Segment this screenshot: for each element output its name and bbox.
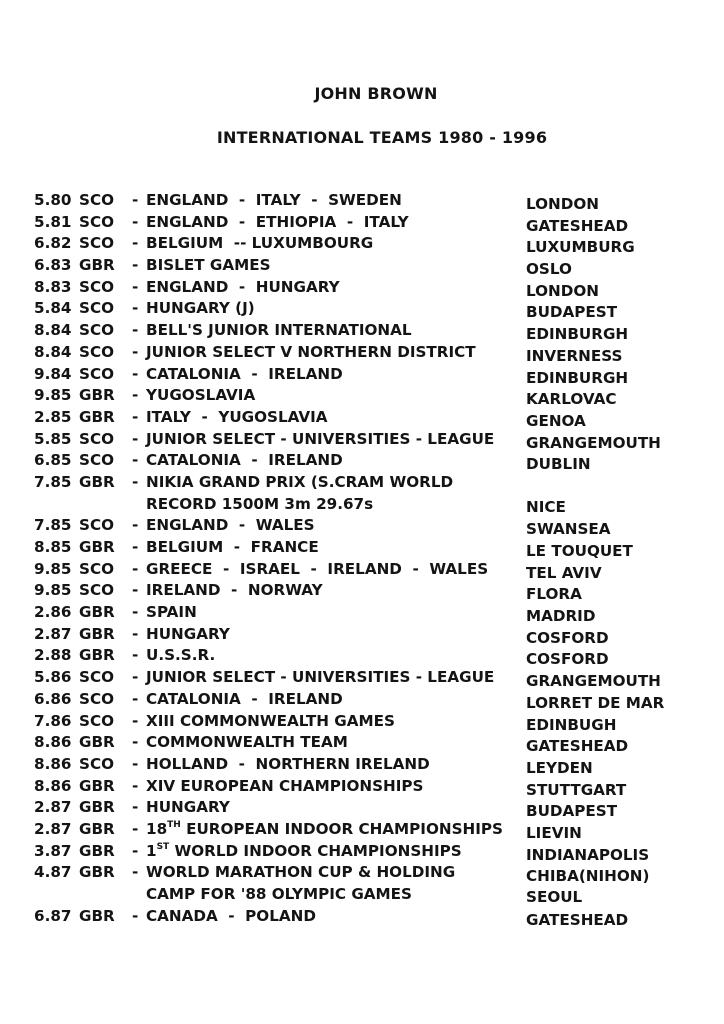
entry-event-line: XIV EUROPEAN CHAMPIONSHIPS [146, 776, 424, 795]
entry-venue: BUDAPEST [526, 802, 618, 821]
entry-team: SCO [79, 581, 114, 600]
entry-row [34, 277, 714, 299]
entry-row [34, 819, 714, 841]
entry-separator: - [132, 711, 139, 730]
entry-event [146, 559, 488, 581]
entry-separator: - [132, 624, 139, 643]
entry-separator: - [132, 798, 139, 817]
entry-separator: - [132, 689, 139, 708]
entry-date: 9.84 [34, 364, 72, 383]
entry-event [146, 255, 271, 277]
entry-row [34, 190, 714, 212]
entry-separator: - [132, 603, 139, 622]
document-title: JOHN BROWN [314, 84, 438, 103]
entry-separator: - [132, 299, 139, 318]
entry-event-line: CATALONIA - IRELAND [146, 364, 343, 383]
entry-team: SCO [79, 321, 114, 340]
entry-event-line: BELGIUM - FRANCE [146, 538, 319, 557]
entry-event [146, 190, 402, 212]
entry-venue: BUDAPEST [526, 303, 618, 322]
entry-row [34, 407, 714, 429]
entry-separator: - [132, 646, 139, 665]
entry-event [146, 472, 453, 515]
entry-row [34, 906, 714, 928]
entry-venue: TEL AVIV [526, 563, 602, 582]
entry-team: GBR [79, 603, 115, 622]
entry-venue: INDIANAPOLIS [526, 845, 650, 864]
entry-team: GBR [79, 386, 115, 405]
entry-event [146, 689, 343, 711]
entry-event [146, 624, 230, 646]
entry-event [146, 732, 348, 754]
entry-team: GBR [79, 906, 115, 925]
entry-event [146, 862, 455, 905]
entry-date: 8.83 [34, 277, 72, 296]
entry-row [34, 559, 714, 581]
entry-row [34, 624, 714, 646]
entries-list [34, 190, 714, 927]
entry-team: GBR [79, 798, 115, 817]
entry-event-line: ENGLAND - ETHIOPIA - ITALY [146, 212, 409, 231]
entry-event [146, 754, 430, 776]
entry-date: 8.84 [34, 321, 72, 340]
entry-date: 7.85 [34, 516, 72, 535]
entry-venue-2: SEOUL [526, 888, 583, 907]
entry-event [146, 298, 255, 320]
entry-separator: - [132, 234, 139, 253]
entry-date: 2.87 [34, 624, 72, 643]
entry-date: 5.80 [34, 191, 72, 209]
entry-event [146, 776, 423, 798]
entry-team: SCO [79, 689, 114, 708]
entry-event-line: COMMONWEALTH TEAM [146, 733, 348, 752]
entry-date: 8.86 [34, 754, 72, 773]
entry-event-line: GREECE - ISRAEL - IRELAND - WALES [146, 559, 489, 578]
entry-venue: LE TOUQUET [526, 542, 633, 561]
entry-venue: LONDON [526, 195, 599, 213]
entry-venue: NICE [526, 497, 566, 516]
entry-team: SCO [79, 191, 114, 209]
entry-event [146, 212, 409, 234]
entry-team: GBR [79, 256, 115, 275]
entry-separator: - [132, 451, 139, 470]
entry-event-line: CANADA - POLAND [146, 906, 316, 925]
entry-event [146, 320, 412, 342]
entry-venue: FLORA [526, 585, 582, 604]
entry-event [146, 841, 462, 863]
entry-team: SCO [79, 451, 114, 470]
entry-team: SCO [79, 559, 114, 578]
entry-venue: LONDON [526, 281, 599, 300]
entry-team: GBR [79, 624, 115, 643]
entry-event-line: ENGLAND - WALES [146, 516, 315, 535]
entry-team: SCO [79, 429, 114, 448]
entry-venue: LUXUMBURG [526, 238, 635, 257]
entry-separator: - [132, 863, 139, 882]
entry-row [34, 342, 714, 364]
entry-separator: - [132, 342, 139, 361]
entry-row [34, 776, 714, 798]
entry-event [146, 711, 395, 733]
entry-date: 5.81 [34, 212, 72, 231]
entry-team: GBR [79, 407, 115, 426]
entry-separator: - [132, 212, 139, 231]
entry-venue: GRANGEMOUTH [526, 433, 661, 452]
entry-separator: - [132, 776, 139, 795]
entry-date: 2.87 [34, 798, 72, 817]
entry-venue: LORRET DE MAR [526, 693, 665, 712]
entry-event [146, 602, 197, 624]
entry-event-line: CATALONIA - IRELAND [146, 451, 343, 470]
entry-event-line: WORLD MARATHON CUP & HOLDING [146, 863, 456, 882]
entry-row [34, 233, 714, 255]
entry-team: GBR [79, 863, 115, 882]
entry-event-line: JUNIOR SELECT V NORTHERN DISTRICT [146, 342, 476, 361]
entry-event-line: JUNIOR SELECT - UNIVERSITIES - LEAGUE [146, 429, 495, 448]
entry-event-line-2: RECORD 1500M 3m 29.67s [146, 494, 374, 513]
entry-row [34, 515, 714, 537]
entry-separator: - [132, 733, 139, 752]
entry-separator: - [132, 819, 139, 838]
entry-separator: - [132, 429, 139, 448]
entry-team: SCO [79, 299, 114, 318]
entry-separator: - [132, 256, 139, 275]
entry-row [34, 667, 714, 689]
entry-venue: EDINBUGH [526, 715, 617, 734]
entry-date: 5.84 [34, 299, 72, 318]
entry-venue: INVERNESS [526, 346, 623, 365]
entry-row [34, 255, 714, 277]
entry-date: 9.85 [34, 386, 72, 405]
entry-venue: CHIBA(NIHON) [526, 867, 650, 886]
entry-event [146, 364, 343, 386]
entry-separator: - [132, 472, 139, 491]
entry-event-line: HUNGARY (J) [146, 299, 255, 318]
entry-separator: - [132, 321, 139, 340]
entry-separator: - [132, 277, 139, 296]
entry-event-line: HUNGARY [146, 624, 230, 643]
entry-date: 6.86 [34, 689, 72, 708]
entry-separator: - [132, 668, 139, 687]
entry-row [34, 385, 714, 407]
entry-separator: - [132, 559, 139, 578]
entry-venue: OSLO [526, 260, 572, 279]
entry-event-line: 1ST WORLD INDOOR CHAMPIONSHIPS [146, 841, 462, 860]
entry-row [34, 754, 714, 776]
entry-separator: - [132, 407, 139, 426]
entry-event-line: SPAIN [146, 603, 197, 622]
entry-event [146, 537, 319, 559]
entry-venue: SWANSEA [526, 520, 611, 539]
ordinal-suffix: ST [156, 841, 170, 852]
entry-separator: - [132, 364, 139, 383]
entry-event-line: HUNGARY [146, 798, 230, 817]
entry-separator: - [132, 538, 139, 557]
entry-row [34, 472, 714, 515]
entry-event [146, 407, 328, 429]
entry-event [146, 667, 494, 689]
entry-date: 2.87 [34, 819, 72, 838]
entry-venue: LEYDEN [526, 758, 593, 777]
entry-row [34, 732, 714, 754]
entry-team: SCO [79, 342, 114, 361]
entry-venue: MADRID [526, 607, 596, 626]
entry-event [146, 645, 215, 667]
entry-date: 8.85 [34, 538, 72, 557]
entry-row [34, 580, 714, 602]
entry-venue: GENOA [526, 411, 586, 430]
entry-separator: - [132, 191, 139, 209]
entry-date: 2.85 [34, 407, 72, 426]
entry-team: GBR [79, 776, 115, 795]
entry-event-line: ENGLAND - ITALY - SWEDEN [146, 191, 402, 209]
entry-event [146, 277, 340, 299]
entry-row [34, 645, 714, 667]
entry-venue: GATESHEAD [526, 216, 629, 235]
entry-separator: - [132, 386, 139, 405]
entry-date: 6.85 [34, 451, 72, 470]
entry-row [34, 429, 714, 451]
entry-date: 3.87 [34, 841, 72, 860]
entry-event [146, 797, 230, 819]
entry-date: 7.85 [34, 472, 72, 491]
entry-date: 6.87 [34, 906, 72, 925]
entry-venue: LIEVIN [526, 823, 582, 842]
entry-event-line: ENGLAND - HUNGARY [146, 277, 340, 296]
entry-event [146, 906, 316, 928]
entry-team: GBR [79, 819, 115, 838]
entry-date: 5.85 [34, 429, 72, 448]
entry-event [146, 450, 343, 472]
entry-event-line: XIII COMMONWEALTH GAMES [146, 711, 395, 730]
entry-event-line: 18TH EUROPEAN INDOOR CHAMPIONSHIPS [146, 819, 503, 838]
entry-team: SCO [79, 212, 114, 231]
entry-event [146, 819, 503, 841]
entry-venue: GRANGEMOUTH [526, 672, 661, 691]
entry-separator: - [132, 841, 139, 860]
entry-row [34, 364, 714, 386]
entry-event-line: JUNIOR SELECT - UNIVERSITIES - LEAGUE [146, 668, 495, 687]
entry-event [146, 342, 476, 364]
entry-venue: GATESHEAD [526, 910, 629, 929]
entry-team: GBR [79, 538, 115, 557]
entry-event-line: YUGOSLAVIA [146, 386, 256, 405]
entry-event [146, 233, 373, 255]
entry-venue: EDINBURGH [526, 325, 629, 344]
entry-date: 7.86 [34, 711, 72, 730]
entry-venue: DUBLIN [526, 455, 591, 474]
entry-venue: STUTTGART [526, 780, 627, 799]
entry-venue: EDINBURGH [526, 368, 629, 387]
entry-row [34, 841, 714, 863]
ordinal-suffix: TH [167, 819, 181, 830]
entry-row [34, 212, 714, 234]
entry-date: 5.86 [34, 668, 72, 687]
entry-venue: COSFORD [526, 628, 609, 647]
entry-event-line: ITALY - YUGOSLAVIA [146, 407, 328, 426]
entry-row [34, 711, 714, 733]
entry-row [34, 797, 714, 819]
entry-event [146, 429, 494, 451]
entry-date: 8.86 [34, 733, 72, 752]
entry-team: SCO [79, 668, 114, 687]
entry-event-line: CATALONIA - IRELAND [146, 689, 343, 708]
entry-date: 2.86 [34, 603, 72, 622]
entry-date: 6.83 [34, 256, 72, 275]
entry-venue: KARLOVAC [526, 390, 617, 409]
entry-venue: COSFORD [526, 650, 609, 669]
entry-row [34, 298, 714, 320]
entry-team: SCO [79, 277, 114, 296]
entry-row [34, 602, 714, 624]
entry-team: SCO [79, 234, 114, 253]
entry-event [146, 385, 255, 407]
entry-event-line-2: CAMP FOR '88 OLYMPIC GAMES [146, 885, 412, 904]
entry-team: SCO [79, 711, 114, 730]
entry-row [34, 537, 714, 559]
entry-separator: - [132, 754, 139, 773]
entry-event-line: HOLLAND - NORTHERN IRELAND [146, 754, 430, 773]
entry-team: GBR [79, 841, 115, 860]
entry-separator: - [132, 581, 139, 600]
entry-row [34, 450, 714, 472]
entry-row [34, 320, 714, 342]
entry-event-line: IRELAND - NORWAY [146, 581, 323, 600]
entry-event-line: BELGIUM -- LUXUMBOURG [146, 234, 374, 253]
entry-separator: - [132, 516, 139, 535]
entry-team: SCO [79, 516, 114, 535]
document-subtitle: INTERNATIONAL TEAMS 1980 - 1996 [216, 128, 548, 147]
entry-row [34, 689, 714, 711]
entry-separator: - [132, 906, 139, 925]
entry-date: 4.87 [34, 863, 72, 882]
entry-date: 2.88 [34, 646, 72, 665]
entry-date: 9.85 [34, 581, 72, 600]
entry-date: 8.86 [34, 776, 72, 795]
entry-event-line: BISLET GAMES [146, 256, 271, 275]
entry-event-line: NIKIA GRAND PRIX (S.CRAM WORLD [146, 472, 454, 491]
entry-team: GBR [79, 646, 115, 665]
entry-event-line: BELL'S JUNIOR INTERNATIONAL [146, 321, 412, 340]
entry-team: SCO [79, 754, 114, 773]
entry-team: SCO [79, 364, 114, 383]
entry-event [146, 515, 315, 537]
entry-date: 6.82 [34, 234, 72, 253]
entry-event-line: U.S.S.R. [146, 646, 216, 665]
entry-row [34, 862, 714, 905]
entry-date: 8.84 [34, 342, 72, 361]
entry-venue: GATESHEAD [526, 737, 629, 756]
entry-team: GBR [79, 472, 115, 491]
entry-date: 9.85 [34, 559, 72, 578]
entry-team: GBR [79, 733, 115, 752]
entry-event [146, 580, 323, 602]
